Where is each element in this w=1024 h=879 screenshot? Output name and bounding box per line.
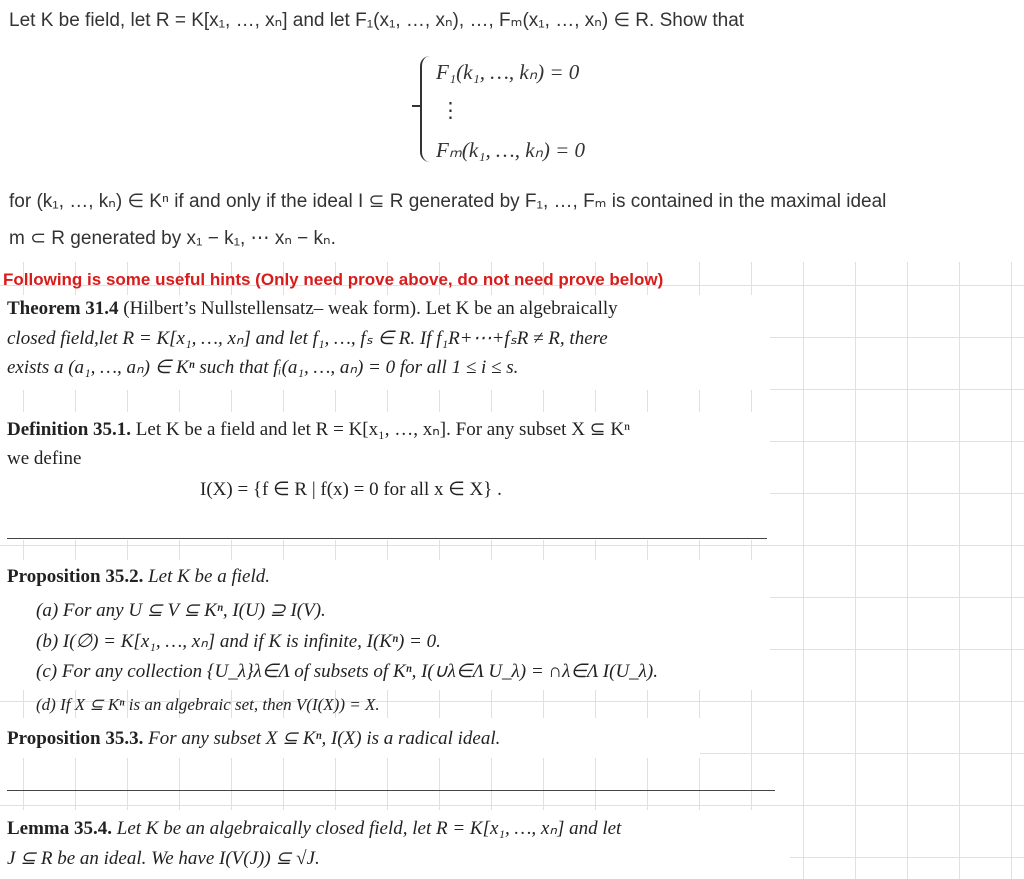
problem-line-1: Let K be field, let R = K[x₁, …, xₙ] and let F₁(x₁, …, xₙ), …, Fₘ(x₁, …, xₙ) ∈ R. Show that [9,10,745,31]
definition-line-1-text: Let K be a field and let R = K[x₁, …, xₙ]. For any subset X ⊆ Kⁿ [135,419,631,440]
proposition-352-item-c: (c) For any collection {U_λ}λ∈Λ of subsets of Kⁿ, I(∪λ∈Λ U_λ) = ∩λ∈Λ I(U_λ). [36,661,658,682]
system-equation-1: F₁(k₁, …, kₙ) = 0 [436,60,580,84]
definition-line-2: we define [7,448,82,469]
proposition-353-label: Proposition 35.3. [7,728,144,749]
problem-line-2: for (k₁, …, kₙ) ∈ Kⁿ if and only if the ideal I ⊆ R generated by F₁, …, Fₘ is contained in the maximal ideal [9,191,887,212]
proposition-353 [7,727,500,750]
divider-2 [7,790,775,791]
problem-statement [0,0,1024,262]
left-brace [420,56,434,162]
proposition-352-label: Proposition 35.2. [7,566,144,587]
equation-system [420,56,680,166]
divider-1 [7,538,767,539]
hint-heading: Following is some useful hints (Only need prove above, do not need prove below) [3,270,664,289]
proposition-352-line-1-text: Let K be a field. [148,566,271,587]
definition-formula: I(X) = {f ∈ R | f(x) = 0 for all x ∈ X} . [200,479,502,500]
proposition-352-line-1 [7,566,270,588]
proposition-352-item-b: (b) I(∅) = K[x₁, …, xₙ] and if K is infinite, I(Kⁿ) = 0. [36,631,441,652]
system-equation-2: Fₘ(k₁, …, kₙ) = 0 [436,138,586,162]
theorem-label: Theorem 31.4 [7,298,119,319]
proposition-353-text: For any subset X ⊆ Kⁿ, I(X) is a radical ideal. [148,728,501,749]
definition-line-1 [7,418,630,441]
system-vertical-dots: ⋮ [440,98,461,122]
proposition-352-item-d: (d) If X ⊆ Kⁿ is an algebraic set, then V(I(X)) = X. [36,695,380,714]
lemma-label: Lemma 35.4. [7,818,113,839]
theorem-line-2: closed field,let R = K[x₁, …, xₙ] and let f₁, …, fₛ ∈ R. If f₁R+⋯+fₛR ≠ R, there [7,328,608,349]
brace-tip [412,105,422,107]
theorem-line-3: exists a (a₁, …, aₙ) ∈ Kⁿ such that fᵢ(a₁, …, aₙ) = 0 for all 1 ≤ i ≤ s. [7,357,519,378]
definition-label: Definition 35.1. [7,419,132,440]
lemma-line-2: J ⊆ R be an ideal. We have I(V(J)) ⊆ √J. [7,848,320,869]
problem-line-3: m ⊂ R generated by x₁ − k₁, ⋯ xₙ − kₙ. [9,228,336,249]
theorem-line-1-text: (Hilbert’s Nullstellensatz– weak form). Let K be an algebraically [123,298,618,319]
lemma-line-1-text: Let K be an algebraically closed field, let R = K[x₁, …, xₙ] and let [116,818,622,839]
theorem-line-1 [7,298,618,320]
lemma-line-1 [7,817,621,840]
proposition-352-item-a: (a) For any U ⊆ V ⊆ Kⁿ, I(U) ⊇ I(V). [36,600,326,621]
